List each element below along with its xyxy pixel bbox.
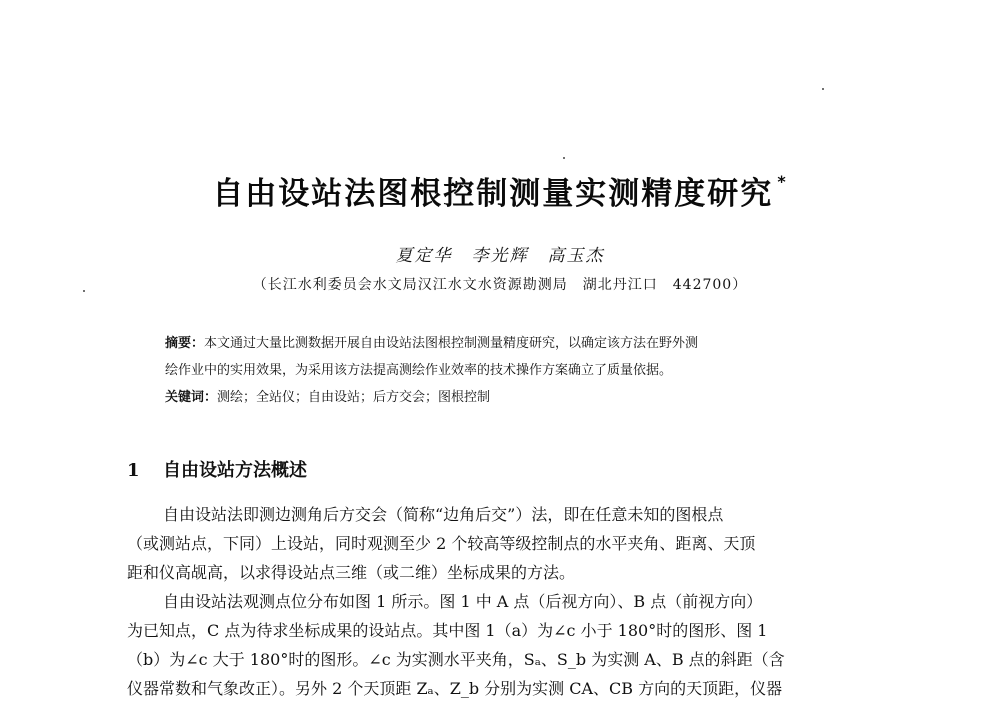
- scan-speck: [822, 88, 824, 90]
- section-title: 自由设站方法概述: [163, 460, 307, 481]
- paragraph-1: [127, 500, 909, 587]
- section-number: 1: [127, 460, 140, 481]
- paragraph-2: [127, 587, 909, 703]
- section-heading: [127, 456, 307, 482]
- paragraph-line: （或测站点，下同）上设站，同时观测至少 2 个较高等级控制点的水平夹角、距离、天顶: [127, 534, 756, 553]
- affiliation: （长江水利委员会水文局汉江水文水资源勘测局 湖北丹江口 442700）: [252, 277, 748, 293]
- paragraph-line: 自由设站法观测点位分布如图 1 所示。图 1 中 A 点（后视方向）、B 点（前视方向）: [163, 592, 763, 611]
- scan-speck: [563, 157, 565, 159]
- abstract-line-2: 绘作业中的实用效果，为采用该方法提高测绘作业效率的技术操作方案确立了质量依据。: [165, 363, 673, 378]
- abstract: [165, 330, 885, 411]
- abstract-line-1: 本文通过大量比测数据开展自由设站法图根控制测量精度研究，以确定该方法在野外测: [204, 336, 699, 351]
- paragraph-line: 距和仪高觇高，以求得设站点三维（或二维）坐标成果的方法。: [127, 563, 576, 582]
- paragraph-line: （b）为∠c 大于 180°时的图形。∠c 为实测水平夹角，Sₐ、S_b 为实测 A、B 点的斜距（含: [127, 650, 785, 669]
- paragraph-line: 为已知点，C 点为待求坐标成果的设站点。其中图 1（a）为∠c 小于 180°时的图形、图 1: [127, 621, 768, 640]
- keywords-text: 测绘；全站仪；自由设站；后方交会；图根控制: [217, 390, 491, 405]
- title-footnote-mark: *: [777, 172, 788, 191]
- keywords-label: 关键词：: [165, 390, 218, 405]
- paper-title: [0, 168, 1000, 213]
- paragraph-line: 自由设站法即测边测角后方交会（简称“边角后交”）法，即在任意未知的图根点: [163, 505, 724, 524]
- abstract-label: 摘要：: [165, 336, 205, 351]
- authors: 夏定华 李光辉 高玉杰: [395, 246, 605, 266]
- paper-title-text: 自由设站法图根控制测量实测精度研究: [212, 176, 774, 212]
- paragraph-line: 仪器常数和气象改正）。另外 2 个天顶距 Zₐ、Z_b 分别为实测 CA、CB 方向的天顶距，仪器: [127, 679, 783, 698]
